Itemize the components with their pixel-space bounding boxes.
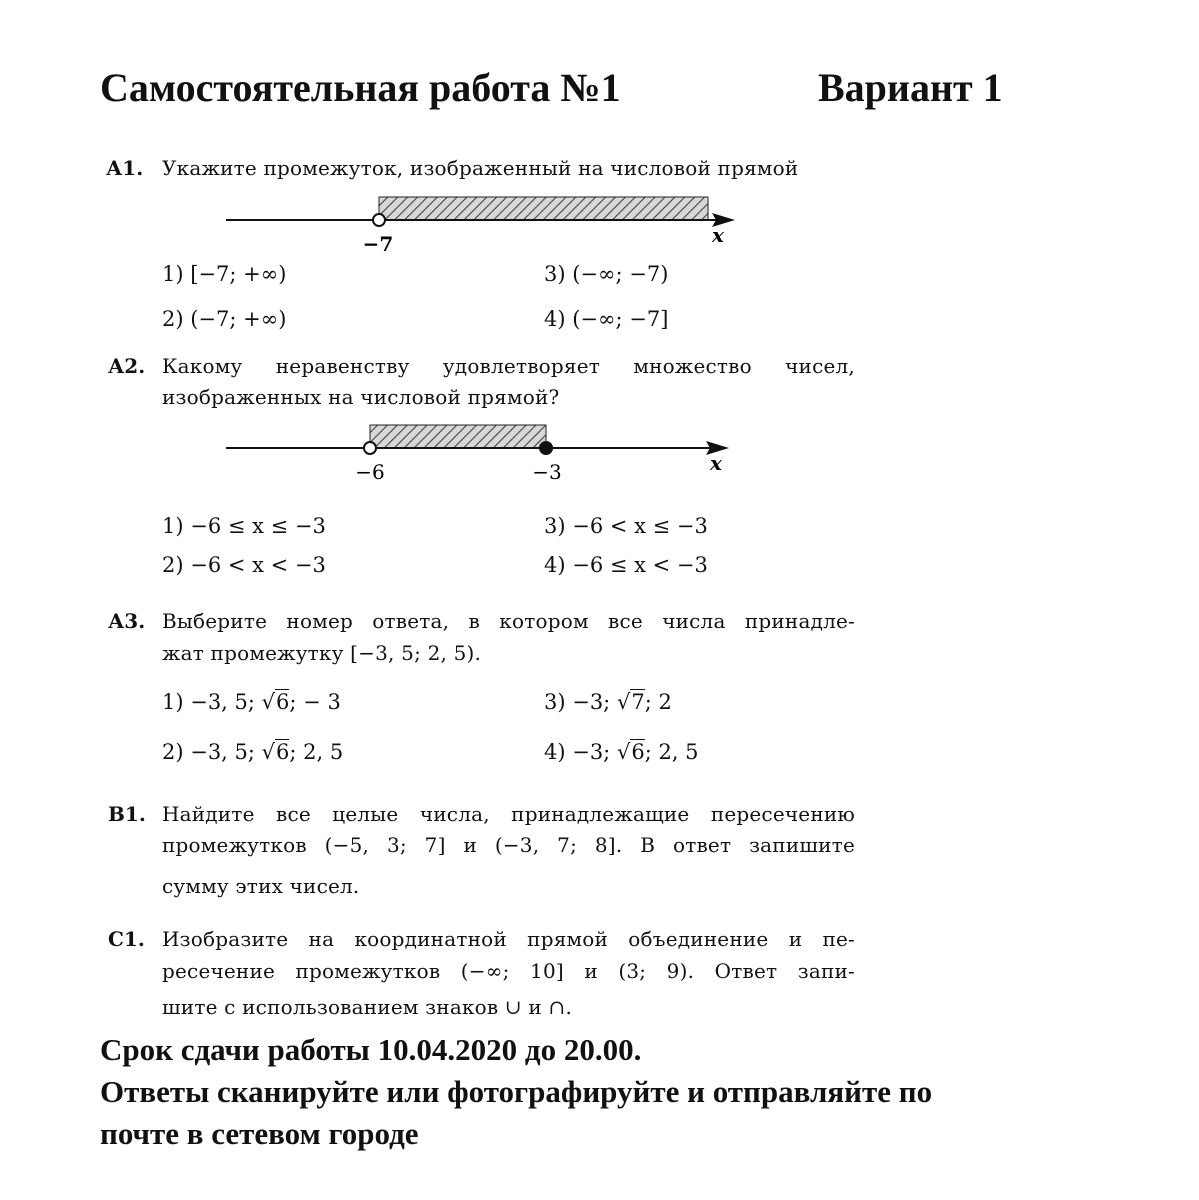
question-a1-text: Укажите промежуток, изображенный на числовой прямой: [162, 156, 799, 180]
a2-option-3: 3) −6 < x ≤ −3: [544, 514, 708, 538]
variant-label: Вариант 1: [818, 65, 1003, 110]
question-c1-label: С1.: [108, 927, 145, 951]
a2-right-label: −3: [532, 460, 562, 484]
question-c1-line1: Изобразите на координатной прямой объединение и пе-: [162, 927, 855, 951]
a1-option-4: 4) (−∞; −7]: [544, 307, 669, 331]
a2-open-point: [364, 442, 376, 454]
question-a3-line2: жат промежутку [−3, 5; 2, 5).: [162, 641, 482, 665]
a3-option-1: 1) −3, 5; √6; − 3: [162, 690, 341, 714]
a1-option-1: 1) [−7; +∞): [162, 262, 287, 286]
instructions-line1: Ответы сканируйте или фотографируйте и отправляйте по: [100, 1074, 933, 1109]
question-b1-label: В1.: [108, 802, 146, 826]
question-c1-line3: шите с использованием знаков ∪ и ∩.: [162, 995, 573, 1019]
question-c1-line2: ресечение промежутков (−∞; 10] и (3; 9). Ответ запи-: [162, 959, 855, 983]
deadline-text: Срок сдачи работы 10.04.2020 до 20.00.: [100, 1032, 642, 1067]
a2-shaded-interval: [370, 425, 546, 448]
question-b1-line3: сумму этих чисел.: [162, 874, 360, 898]
a3-option-4: 4) −3; √6; 2, 5: [544, 740, 699, 764]
question-b1-line2: промежутков (−5, 3; 7] и (−3, 7; 8]. В ответ запишите: [162, 833, 855, 857]
a3-option-2: 2) −3, 5; √6; 2, 5: [162, 740, 344, 764]
a2-option-4: 4) −6 ≤ x < −3: [544, 553, 708, 577]
a1-option-2: 2) (−7; +∞): [162, 307, 287, 331]
question-a2-label: А2.: [108, 354, 146, 378]
question-a3-label: А3.: [108, 609, 146, 633]
question-a1-label: А1.: [106, 156, 144, 180]
a2-closed-point: [540, 442, 552, 454]
a1-point-label: −7: [362, 232, 394, 256]
question-a3-line1: Выберите номер ответа, в котором все числа принадле-: [162, 609, 855, 633]
question-b1-line1: Найдите все целые числа, принадлежащие пересечению: [162, 802, 855, 826]
a2-option-1: 1) −6 ≤ x ≤ −3: [162, 514, 326, 538]
page-title: Самостоятельная работа №1: [100, 65, 621, 110]
a2-left-label: −6: [355, 460, 385, 484]
a2-axis-label: x: [710, 451, 722, 475]
a1-option-3: 3) (−∞; −7): [544, 262, 669, 286]
a1-axis-label: x: [712, 223, 724, 247]
number-line-a2: [0, 0, 1199, 500]
question-a2-line2: изображенных на числовой прямой?: [162, 385, 560, 409]
a2-option-2: 2) −6 < x < −3: [162, 553, 326, 577]
a3-option-3: 3) −3; √7; 2: [544, 690, 672, 714]
instructions-line2: почте в сетевом городе: [100, 1116, 419, 1151]
question-a2-line1: Какому неравенству удовлетворяет множество чисел,: [162, 354, 855, 378]
